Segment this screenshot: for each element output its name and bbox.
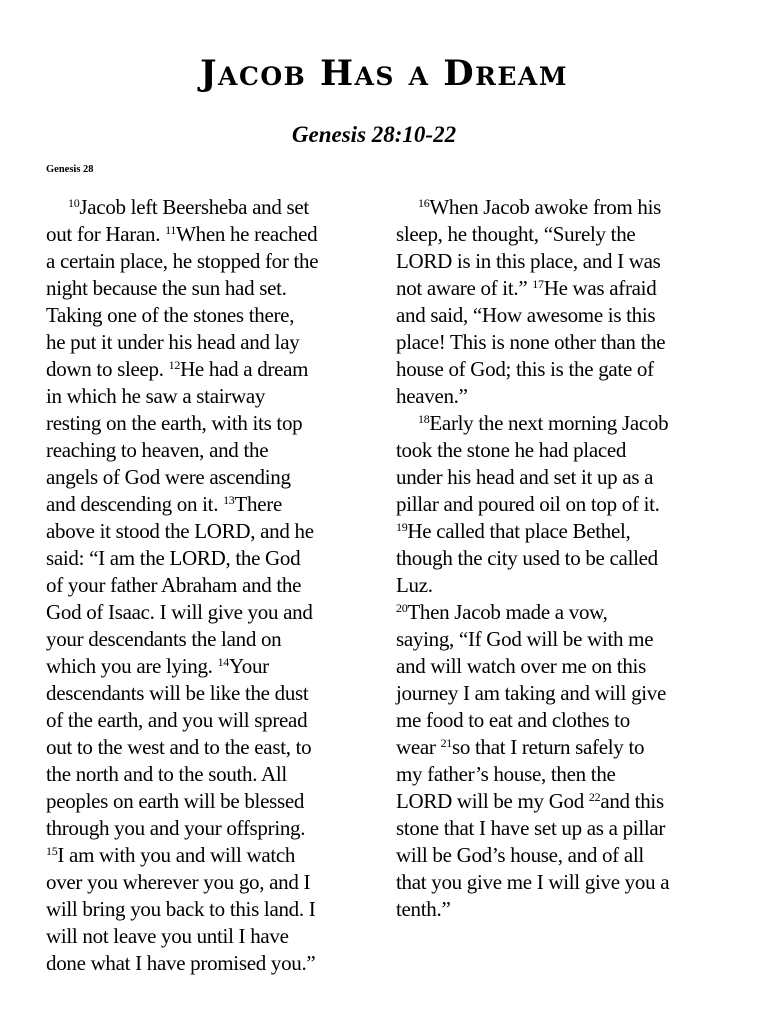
verse-text: sleep, he thought, “Surely the bbox=[396, 222, 636, 246]
verse-number: 19 bbox=[396, 520, 408, 534]
text-line bbox=[46, 923, 358, 950]
text-line bbox=[46, 788, 358, 815]
verse-text: will bring you back to this land. I bbox=[46, 897, 316, 921]
text-line bbox=[396, 248, 708, 275]
verse-text: not aware of it.” bbox=[396, 276, 533, 300]
text-line bbox=[46, 248, 358, 275]
verse-text: out to the west and to the east, to bbox=[46, 735, 312, 759]
verse-text: reaching to heaven, and the bbox=[46, 438, 269, 462]
text-line bbox=[46, 491, 358, 518]
text-line bbox=[396, 599, 708, 626]
verse-text: so that I return safely to bbox=[451, 735, 645, 759]
verse-text: which you are lying. bbox=[46, 654, 218, 678]
verse-text: said: “I am the LORD, the God bbox=[46, 546, 301, 570]
verse-text: my father’s house, then the bbox=[396, 762, 616, 786]
verse-text: saying, “If God will be with me bbox=[396, 627, 654, 651]
text-line bbox=[46, 599, 358, 626]
verse-text: When he reached bbox=[176, 222, 318, 246]
text-line bbox=[396, 680, 708, 707]
verse-number: 13 bbox=[223, 493, 235, 507]
verse-number: 17 bbox=[532, 277, 544, 291]
text-line bbox=[396, 572, 708, 599]
verse-text: Luz. bbox=[396, 573, 433, 597]
verse-text: stone that I have set up as a pillar bbox=[396, 816, 666, 840]
text-line bbox=[396, 464, 708, 491]
text-line bbox=[396, 302, 708, 329]
verse-text: and said, “How awesome is this bbox=[396, 303, 656, 327]
verse-text: above it stood the LORD, and he bbox=[46, 519, 314, 543]
left-text-column bbox=[46, 194, 358, 977]
text-line bbox=[396, 842, 708, 869]
verse-text: Taking one of the stones there, bbox=[46, 303, 295, 327]
verse-text: and descending on it. bbox=[46, 492, 224, 516]
verse-text: will not leave you until I have bbox=[46, 924, 289, 948]
verse-text: night because the sun had set. bbox=[46, 276, 287, 300]
verse-text: Early the next morning Jacob bbox=[429, 411, 669, 435]
text-line bbox=[396, 815, 708, 842]
text-line bbox=[396, 545, 708, 572]
verse-text: peoples on earth will be blessed bbox=[46, 789, 305, 813]
text-line bbox=[396, 410, 708, 437]
verse-text: wear bbox=[396, 735, 441, 759]
verse-text: He was afraid bbox=[543, 276, 657, 300]
text-line bbox=[396, 518, 708, 545]
verse-text: LORD is in this place, and I was bbox=[396, 249, 661, 273]
text-line bbox=[46, 302, 358, 329]
text-line bbox=[46, 221, 358, 248]
text-line bbox=[396, 383, 708, 410]
verse-text: out for Haran. bbox=[46, 222, 166, 246]
verse-number: 21 bbox=[440, 736, 452, 750]
text-line bbox=[46, 950, 358, 977]
verse-text: When Jacob awoke from his bbox=[429, 195, 661, 219]
verse-text: place! This is none other than the bbox=[396, 330, 666, 354]
scripture-reference: Genesis 28:10-22 bbox=[291, 122, 457, 147]
verse-text: done what I have promised you.” bbox=[46, 951, 316, 975]
verse-text: of your father Abraham and the bbox=[46, 573, 302, 597]
verse-text: Jacob left Beersheba and set bbox=[79, 195, 309, 219]
text-line bbox=[396, 491, 708, 518]
verse-text: There bbox=[234, 492, 282, 516]
verse-number: 14 bbox=[217, 655, 229, 669]
verse-text: in which he saw a stairway bbox=[46, 384, 266, 408]
verse-text: through you and your offspring. bbox=[46, 816, 306, 840]
verse-text: took the stone he had placed bbox=[396, 438, 627, 462]
verse-number: 16 bbox=[418, 196, 430, 210]
text-line bbox=[46, 869, 358, 896]
text-line bbox=[396, 869, 708, 896]
text-line bbox=[46, 707, 358, 734]
verse-text: God of Isaac. I will give you and bbox=[46, 600, 313, 624]
text-line bbox=[396, 329, 708, 356]
verse-text: down to sleep. bbox=[46, 357, 169, 381]
text-line bbox=[396, 734, 708, 761]
verse-text: under his head and set it up as a bbox=[396, 465, 654, 489]
verse-number: 18 bbox=[418, 412, 430, 426]
verse-text: a certain place, he stopped for the bbox=[46, 249, 319, 273]
verse-number: 20 bbox=[396, 601, 408, 615]
verse-text: Your bbox=[228, 654, 269, 678]
verse-text: your descendants the land on bbox=[46, 627, 282, 651]
text-line bbox=[46, 194, 358, 221]
text-line bbox=[396, 194, 708, 221]
text-line bbox=[396, 653, 708, 680]
text-line bbox=[46, 653, 358, 680]
verse-text: He called that place Bethel, bbox=[407, 519, 631, 543]
page-title: Jacob Has a Dream bbox=[200, 53, 568, 94]
verse-text: pillar and poured oil on top of it. bbox=[396, 492, 660, 516]
verse-text: house of God; this is the gate of bbox=[396, 357, 654, 381]
verse-text: me food to eat and clothes to bbox=[396, 708, 630, 732]
verse-text: and will watch over me on this bbox=[396, 654, 646, 678]
verse-text: heaven.” bbox=[396, 384, 468, 408]
text-line bbox=[396, 437, 708, 464]
verse-text: He had a dream bbox=[180, 357, 309, 381]
text-line bbox=[46, 815, 358, 842]
text-line bbox=[396, 626, 708, 653]
text-line bbox=[396, 896, 708, 923]
verse-text: LORD will be my God bbox=[396, 789, 589, 813]
text-line bbox=[46, 410, 358, 437]
verse-text: over you wherever you go, and I bbox=[46, 870, 311, 894]
verse-number: 15 bbox=[46, 844, 58, 858]
text-line bbox=[46, 896, 358, 923]
verse-text: I am with you and will watch bbox=[57, 843, 296, 867]
chapter-label: Genesis 28 bbox=[46, 164, 94, 175]
text-line bbox=[46, 383, 358, 410]
text-line bbox=[46, 356, 358, 383]
text-line bbox=[46, 464, 358, 491]
verse-text: journey I am taking and will give bbox=[396, 681, 667, 705]
verse-text: resting on the earth, with its top bbox=[46, 411, 303, 435]
verse-text: of the earth, and you will spread bbox=[46, 708, 308, 732]
text-line bbox=[46, 734, 358, 761]
text-line bbox=[46, 572, 358, 599]
text-line bbox=[46, 761, 358, 788]
verse-text: descendants will be like the dust bbox=[46, 681, 309, 705]
verse-text: and this bbox=[600, 789, 664, 813]
text-line bbox=[46, 329, 358, 356]
text-line bbox=[46, 626, 358, 653]
verse-text: angels of God were ascending bbox=[46, 465, 291, 489]
verse-text: will be God’s house, and of all bbox=[396, 843, 644, 867]
verse-text: Then Jacob made a vow, bbox=[407, 600, 608, 624]
verse-number: 22 bbox=[588, 790, 601, 804]
verse-number: 12 bbox=[168, 358, 181, 372]
text-line bbox=[396, 221, 708, 248]
verse-number: 11 bbox=[165, 223, 177, 237]
verse-text: he put it under his head and lay bbox=[46, 330, 300, 354]
text-line bbox=[46, 842, 358, 869]
text-line bbox=[396, 356, 708, 383]
verse-number: 10 bbox=[68, 196, 80, 210]
right-text-column bbox=[396, 194, 708, 923]
verse-text: that you give me I will give you a bbox=[396, 870, 670, 894]
text-line bbox=[396, 707, 708, 734]
text-line bbox=[396, 788, 708, 815]
text-line bbox=[46, 518, 358, 545]
verse-text: though the city used to be called bbox=[396, 546, 658, 570]
verse-text: tenth.” bbox=[396, 897, 451, 921]
text-line bbox=[46, 437, 358, 464]
text-line bbox=[46, 275, 358, 302]
text-line bbox=[396, 761, 708, 788]
text-line bbox=[46, 545, 358, 572]
text-line bbox=[396, 275, 708, 302]
verse-text: the north and to the south. All bbox=[46, 762, 287, 786]
text-line bbox=[46, 680, 358, 707]
